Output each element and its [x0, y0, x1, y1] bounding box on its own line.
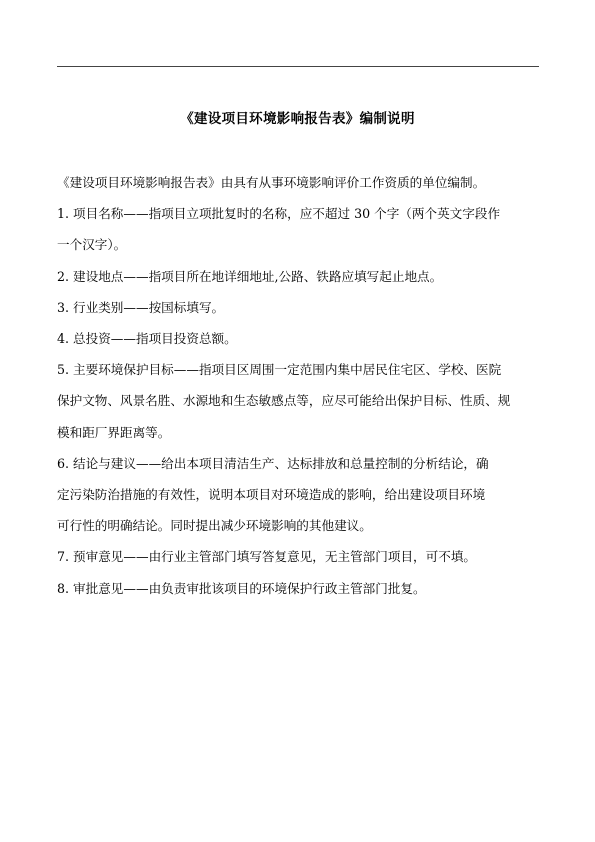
item-5-line-1: 5. 主要环境保护目标——指项目区周围一定范围内集中居民住宅区、学校、医院 [57, 362, 502, 378]
item-4-line-1: 4. 总投资——指项目投资总额。 [57, 331, 237, 347]
item-1-line-1: 1. 项目名称——指项目立项批复时的名称，应不超过 30 个字（两个英文字段作 [57, 206, 501, 222]
item-7-line-1: 7. 预审意见——由行业主管部门填写答复意见，无主管部门项目，可不填。 [57, 549, 477, 565]
document-title: 《建设项目环境影响报告表》编制说明 [180, 111, 415, 127]
item-3-line-1: 3. 行业类别——按国标填写。 [57, 299, 225, 315]
item-8-line-1: 8. 审批意见——由负责审批该项目的环境保护行政主管部门批复。 [57, 580, 426, 596]
item-6-line-2: 定污染防治措施的有效性，说明本项目对环境造成的影响，给出建设项目环境 [57, 487, 486, 503]
item-6-line-3: 可行性的明确结论。同时提出减少环境影响的其他建议。 [57, 518, 372, 534]
item-5-line-3: 模和距厂界距离等。 [57, 424, 171, 440]
item-6-line-1: 6. 结论与建议——给出本项目清洁生产、达标排放和总量控制的分析结论，确 [57, 455, 489, 471]
item-1-line-2: 一个汉字）。 [57, 237, 127, 253]
intro-paragraph: 《建设项目环境影响报告表》由具有从事环境影响评价工作资质的单位编制。 [57, 175, 486, 190]
item-5-line-2: 保护文物、风景名胜、水源地和生态敏感点等，应尽可能给出保护目标、性质、规 [57, 393, 511, 409]
document-body [57, 167, 545, 604]
item-2-line-1: 2. 建设地点——指项目所在地详细地址,公路、铁路应填写起止地点。 [57, 268, 443, 284]
header-rule [57, 66, 539, 67]
